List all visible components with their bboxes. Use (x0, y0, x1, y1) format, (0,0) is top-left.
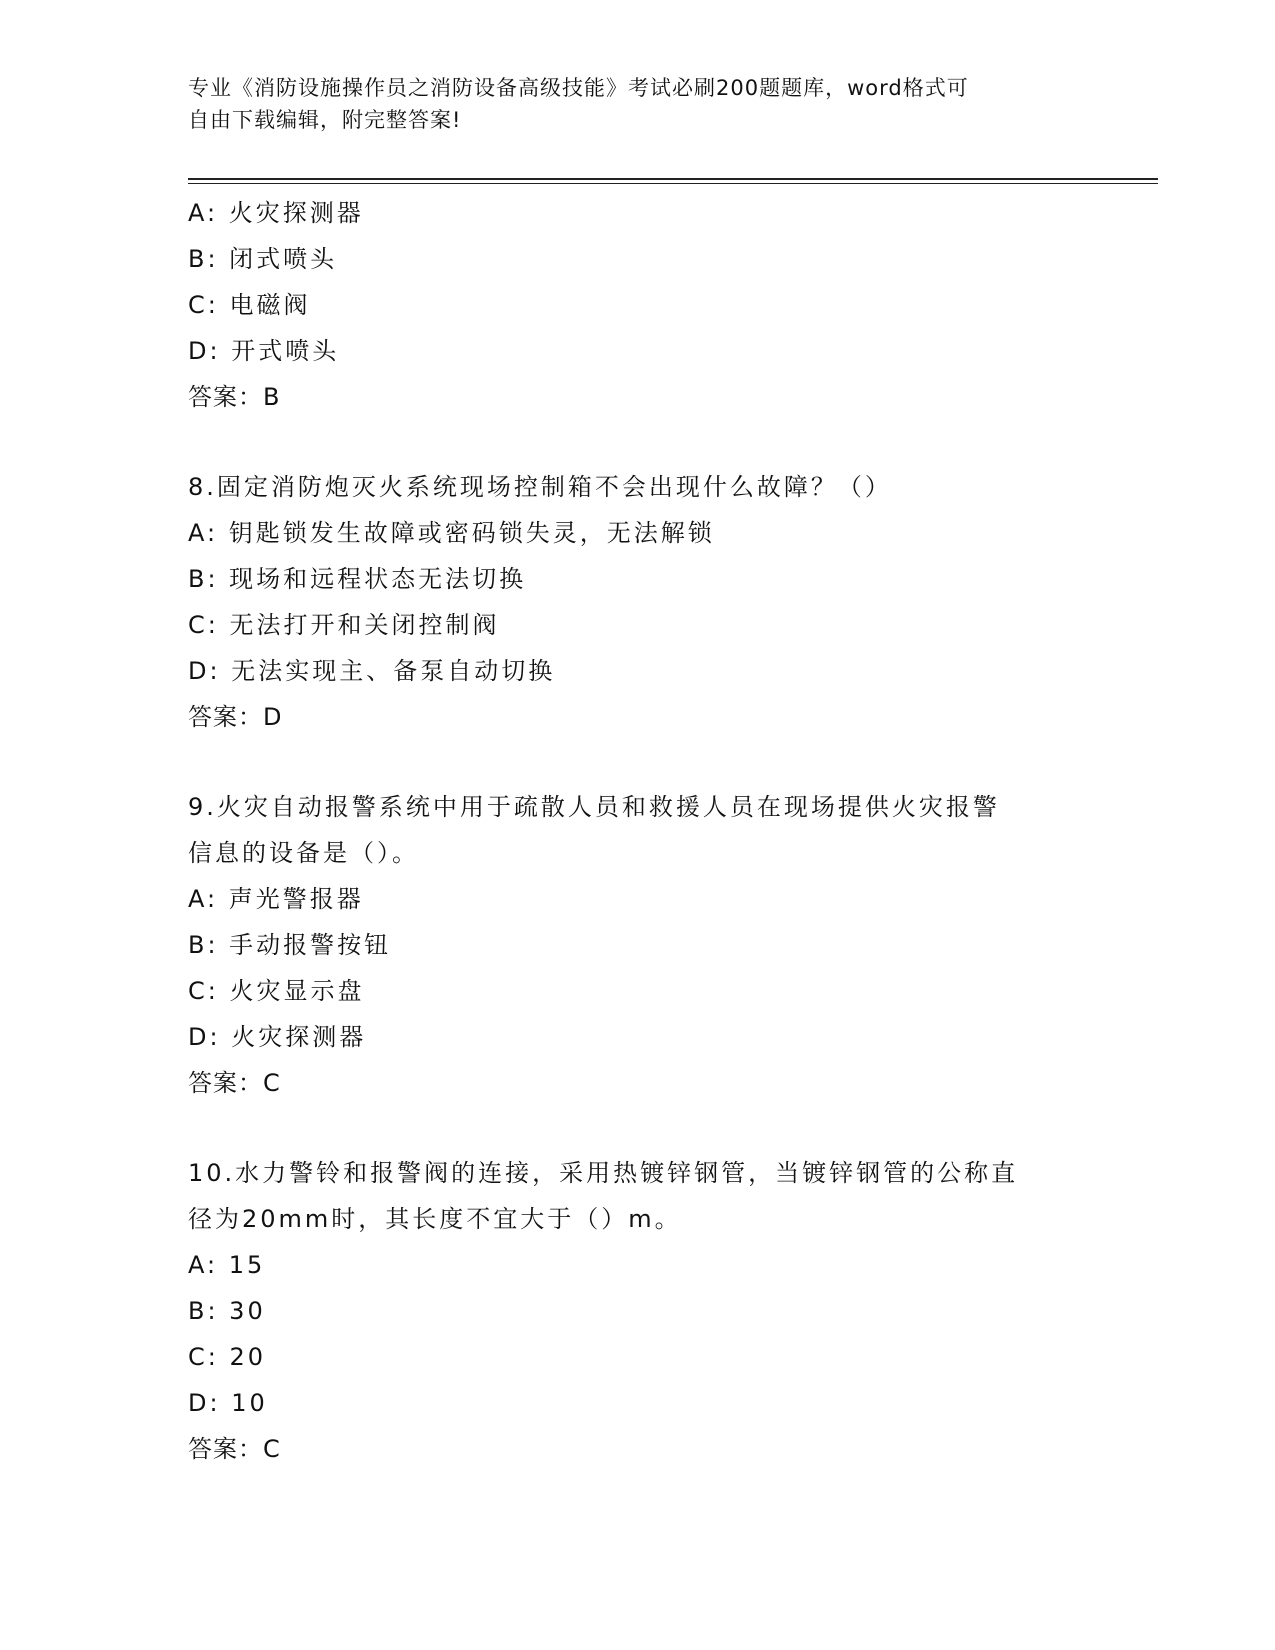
option-c: C: 电磁阀 (188, 291, 311, 319)
document-header (188, 72, 1068, 136)
header-line-2: 自由下载编辑，附完整答案! (188, 108, 462, 132)
option-b: B: 闭式喷头 (188, 245, 338, 273)
option-d: D: 10 (188, 1389, 268, 1417)
option-b: B: 30 (188, 1297, 266, 1325)
question-stem-continued: 径为20mm时，其长度不宜大于（）m。 (188, 1205, 682, 1233)
question-10-block (188, 1150, 1088, 1472)
header-divider-thin (188, 183, 1158, 184)
option-a: A: 火灾探测器 (188, 199, 364, 227)
header-line-1: 专业《消防设施操作员之消防设备高级技能》考试必刷200题题库，word格式可 (188, 76, 969, 100)
question-stem: 10.水力警铃和报警阀的连接，采用热镀锌钢管，当镀锌钢管的公称直 (188, 1159, 1019, 1187)
option-d: D: 火灾探测器 (188, 1023, 367, 1051)
option-a: A: 钥匙锁发生故障或密码锁失灵，无法解锁 (188, 519, 715, 547)
option-b: B: 现场和远程状态无法切换 (188, 565, 527, 593)
question-stem: 9.火灾自动报警系统中用于疏散人员和救援人员在现场提供火灾报警 (188, 793, 1000, 821)
option-a: A: 15 (188, 1251, 266, 1279)
option-c: C: 无法打开和关闭控制阀 (188, 611, 500, 639)
option-c: C: 20 (188, 1343, 267, 1371)
question-8-block (188, 464, 1088, 740)
question-stem: 8.固定消防炮灭火系统现场控制箱不会出现什么故障？（） (188, 473, 892, 501)
option-c: C: 火灾显示盘 (188, 977, 365, 1005)
prev-question-block (188, 190, 1088, 420)
answer-line: 答案：C (188, 1435, 281, 1463)
answer-line: 答案：D (188, 703, 283, 731)
option-d: D: 无法实现主、备泵自动切换 (188, 657, 556, 685)
option-a: A: 声光警报器 (188, 885, 364, 913)
answer-line: 答案：B (188, 383, 281, 411)
option-b: B: 手动报警按钮 (188, 931, 392, 959)
header-divider-thick (188, 178, 1158, 180)
option-d: D: 开式喷头 (188, 337, 340, 365)
question-content (188, 190, 1088, 1472)
question-stem-continued: 信息的设备是（）。 (188, 839, 419, 867)
question-9-block (188, 784, 1088, 1106)
answer-line: 答案：C (188, 1069, 281, 1097)
